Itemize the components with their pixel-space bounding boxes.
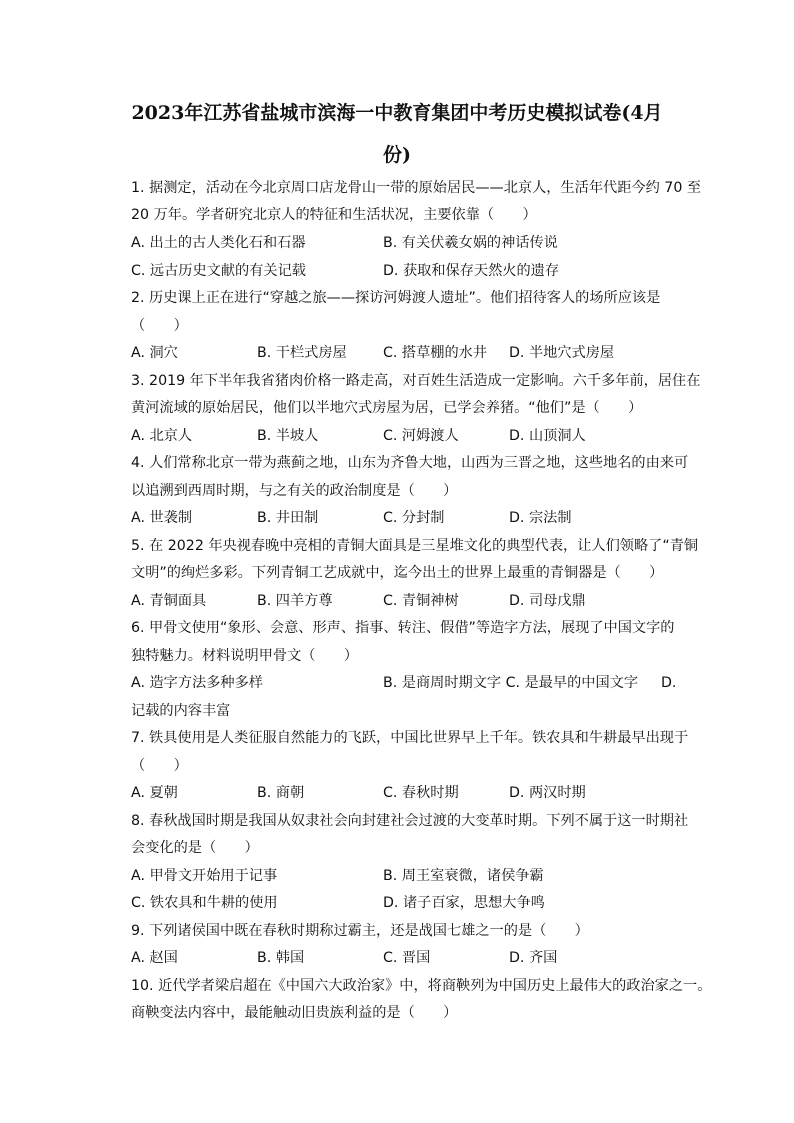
question-3-line-2: 黄河流域的原始居民，他们以半地穴式房屋为居，已学会养猪。“他们”是（ ） xyxy=(131,400,643,416)
question-1-line-2: 20 万年。学者研究北京人的特征和生活状况，主要依靠（ ） xyxy=(131,207,537,223)
question-7-option-c: C. 春秋时期 xyxy=(383,785,459,801)
question-7-line-1: 7. 铁具使用是人类征服自然能力的飞跃，中国比世界早上千年。铁农具和牛耕最早出现于 xyxy=(131,730,689,746)
question-5-line-1: 5. 在 2022 年央视春晚中亮相的青铜大面具是三星堆文化的典型代表，让人们领略了“青铜 xyxy=(131,538,699,554)
question-8-line-1: 8. 春秋战国时期是我国从奴隶社会向封建社会过渡的大变革时期。下列不属于这一时期社 xyxy=(131,813,689,829)
question-3-option-a: A. 北京人 xyxy=(131,428,193,444)
title-line-2: 份) xyxy=(383,144,411,166)
question-2-line-1: 2. 历史课上正在进行“穿越之旅——探访河姆渡人遗址”。他们招待客人的场所应该是 xyxy=(131,290,661,306)
question-6-option-a: A. 造字方法多种多样 xyxy=(131,675,263,691)
question-6-line-2: 独特魅力。材料说明甲骨文（ ） xyxy=(131,648,359,664)
question-9-option-b: B. 韩国 xyxy=(257,950,305,966)
question-3-line-1: 3. 2019 年下半年我省猪肉价格一路走高，对百姓生活造成一定影响。六千多年前，居住在 xyxy=(131,373,701,389)
question-9-option-d: D. 齐国 xyxy=(509,950,558,966)
question-1-option-c: C. 远古历史文献的有关记载 xyxy=(131,263,306,279)
question-4-option-d: D. 宗法制 xyxy=(509,510,572,526)
question-4-option-b: B. 井田制 xyxy=(257,510,319,526)
question-2-option-c: C. 搭草棚的水井 xyxy=(383,345,488,361)
question-8-option-b: B. 周王室衰微，诸侯争霸 xyxy=(383,868,544,884)
question-2-option-b: B. 干栏式房屋 xyxy=(257,345,347,361)
question-4-line-1: 4. 人们常称北京一带为燕蓟之地，山东为齐鲁大地，山西为三晋之地，这些地名的由来可 xyxy=(131,455,689,471)
title-line-1: 2023年江苏省盐城市滨海一中教育集团中考历史模拟试卷(4月 xyxy=(131,102,663,124)
question-5-option-b: B. 四羊方尊 xyxy=(257,593,333,609)
question-5-option-a: A. 青铜面具 xyxy=(131,593,207,609)
question-9-option-a: A. 赵国 xyxy=(131,950,178,966)
question-10-line-2: 商鞅变法内容中，最能触动旧贵族利益的是（ ） xyxy=(131,1005,458,1021)
question-1-option-a: A. 出土的古人类化石和石器 xyxy=(131,235,306,251)
question-9-line-1: 9. 下列诸侯国中既在春秋时期称过霸主，还是战国七雄之一的是（ ） xyxy=(131,923,589,939)
question-8-line-2: 会变化的是（ ） xyxy=(131,840,259,856)
question-8-option-c: C. 铁农具和牛耕的使用 xyxy=(131,895,278,911)
question-1-line-1: 1. 据测定，活动在今北京周口店龙骨山一带的原始居民——北京人，生活年代距今约 70 至 xyxy=(131,180,702,196)
question-6-option-d-letter: D. xyxy=(661,675,677,691)
question-6-line-1: 6. 甲骨文使用“象形、会意、形声、指事、转注、假借”等造字方法，展现了中国文字的 xyxy=(131,620,675,636)
question-5-option-c: C. 青铜神树 xyxy=(383,593,459,609)
question-8-option-d: D. 诸子百家，思想大争鸣 xyxy=(383,895,545,911)
question-2-option-a: A. 洞穴 xyxy=(131,345,178,361)
question-2-option-d: D. 半地穴式房屋 xyxy=(509,345,615,361)
question-6-option-bc: B. 是商周时期文字 C. 是最早的中国文字 xyxy=(383,675,639,691)
exam-title xyxy=(90,92,704,176)
question-2-line-2: （ ） xyxy=(131,318,188,334)
question-1-option-d: D. 获取和保存天然火的遗存 xyxy=(383,263,560,279)
question-7-option-d: D. 两汉时期 xyxy=(509,785,586,801)
question-4-option-c: C. 分封制 xyxy=(383,510,445,526)
question-3-option-b: B. 半坡人 xyxy=(257,428,319,444)
question-5-option-d: D. 司母戊鼎 xyxy=(509,593,586,609)
question-10-line-1: 10. 近代学者梁启超在《中国六大政治家》中，将商鞅列为中国历史上最伟大的政治家之一。 xyxy=(131,978,712,994)
question-7-option-a: A. 夏朝 xyxy=(131,785,178,801)
question-8-option-a: A. 甲骨文开始用于记事 xyxy=(131,868,278,884)
question-9-option-c: C. 晋国 xyxy=(383,950,431,966)
question-7-option-b: B. 商朝 xyxy=(257,785,305,801)
question-4-option-a: A. 世袭制 xyxy=(131,510,193,526)
question-4-line-2: 以追溯到西周时期，与之有关的政治制度是（ ） xyxy=(131,483,458,499)
question-3-option-d: D. 山顶洞人 xyxy=(509,428,586,444)
question-1-option-b: B. 有关伏羲女娲的神话传说 xyxy=(383,235,558,251)
question-3-option-c: C. 河姆渡人 xyxy=(383,428,459,444)
question-6-option-d: 记载的内容丰富 xyxy=(131,703,231,719)
question-7-line-2: （ ） xyxy=(131,758,188,774)
question-5-line-2: 文明”的绚烂多彩。下列青铜工艺成就中，迄今出土的世界上最重的青铜器是（ ） xyxy=(131,565,664,581)
